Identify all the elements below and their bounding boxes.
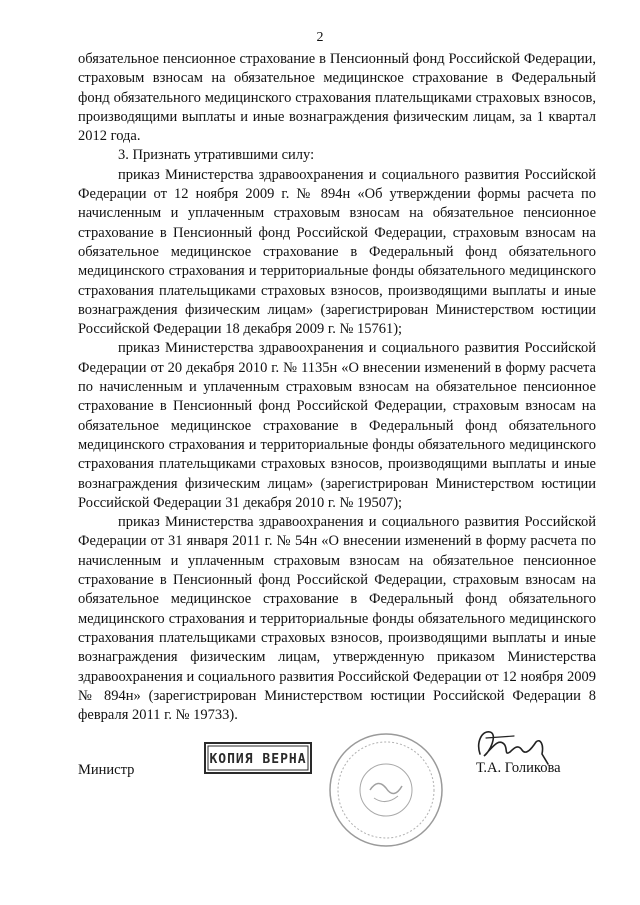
paragraph-continuation: обязательное пенсионное страхование в Пенсионный фонд Российской Федерации, страховым взносам на обязательное медицинское страхование в Федеральный фонд обязательного медицинского страхования плательщиками страховых взносов, производящими выплаты и иные вознаграждения физическим лицам, за 1 квартал 2012 года. (78, 51, 596, 145)
paragraph-order-1135n: приказ Министерства здравоохранения и социального развития Российской Федерации от 20 декабря 2010 г. № 1135н «О внесении изменений в форму расчета по начисленным и уплаченным страховым взносам на обязательное пенсионное страхование в Пенсионный фонд Российской Федерации, страховым взносам на обязательное медицинское страхование в Федеральный фонд обязательного медицинского страхования и территориальные фонды обязательного медицинского страхования плательщиками страховых взносов, производящими выплаты и иные вознаграждения физическим лицам» (зарегистрирован Министерством юстиции Российской Федерации 31 декабря 2010 г. № 19507); (78, 340, 596, 511)
paragraph-order-894n: приказ Министерства здравоохранения и социального развития Российской Федерации от 12 ноября 2009 г. № 894н «Об утверждении формы расчета по начисленным и уплаченным страховым взносам на обязательное пенсионное страхование в Пенсионный фонд Российской Федерации, страховым взносам на обязательное медицинское страхование в Федеральный фонд обязательного медицинского страхования и территориальные фонды обязательного медицинского страхования плательщиками страховых взносов, производящими выплаты и иные вознаграждения физическим лицам» (зарегистрирован Министерством юстиции Российской Федерации 18 декабря 2009 г. № 15761); (78, 166, 596, 338)
paragraph-order-54n: приказ Министерства здравоохранения и социального развития Российской Федерации от 31 января 2011 г. № 54н «О внесении изменений в форму расчета по начисленным и уплаченным страховым взносам на обязательное пенсионное страхование в Пенсионный фонд Российской Федерации, страховым взносам на обязательное медицинское страхование в Федеральный фонд обязательного медицинского страхования и территориальные фонды обязательного медицинского страхования плательщиками страховых взносов, производящими выплаты и иные вознаграждения физическим лицам, утвержденную приказом Министерства здравоохранения и социального развития Российской Федерации от 12 ноября 2009 № 894н» (зарегистрирован Министерством юстиции Российской Федерации 8 февраля 2011 г. № 19733). (78, 514, 596, 724)
page-number: 2 (316, 30, 324, 45)
signature-block (78, 722, 596, 872)
position-title: Министр (78, 762, 135, 778)
svg-text:КОПИЯ ВЕРНА: КОПИЯ ВЕРНА (209, 752, 307, 767)
paragraph-clause-3: 3. Признать утратившими силу: (118, 147, 315, 164)
signer-name: Т.А. Голикова (476, 760, 561, 776)
copy-certified-stamp (204, 742, 312, 774)
official-seal (326, 730, 446, 850)
document-body (78, 50, 596, 725)
